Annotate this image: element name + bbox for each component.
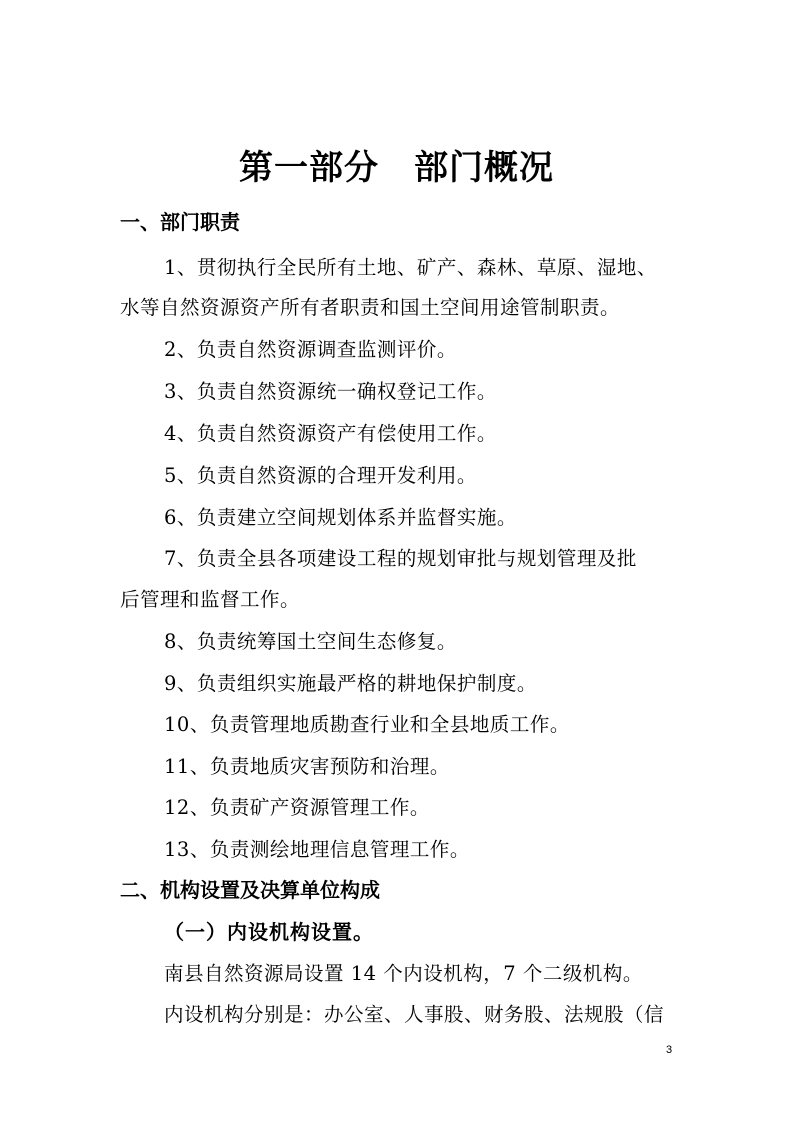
duty-item-5: 5、负责自然资源的合理开发利用。 bbox=[164, 464, 477, 487]
duty-item-12: 12、负责矿产资源管理工作。 bbox=[164, 796, 430, 819]
duty-item-6: 6、负责建立空间规划体系并监督实施。 bbox=[164, 506, 517, 529]
section-heading-duties: 一、部门职责 bbox=[120, 210, 240, 234]
duty-item-10: 10、负责管理地质勘查行业和全县地质工作。 bbox=[164, 713, 570, 736]
duty-item-1: 1、贯彻执行全民所有土地、矿产、森林、草原、湿地、 bbox=[164, 256, 657, 279]
subheading-internal-structure: （一）内设机构设置。 bbox=[164, 920, 374, 944]
page-title: 第一部分 部门概况 bbox=[239, 148, 554, 188]
duty-item-1-continued: 水等自然资源资产所有者职责和国土空间用途管制职责。 bbox=[120, 296, 621, 319]
page-number: 3 bbox=[666, 1044, 673, 1056]
duty-item-13: 13、负责测绘地理信息管理工作。 bbox=[164, 838, 470, 861]
body-line-2: 内设机构分别是：办公室、人事股、财务股、法规股（信 bbox=[164, 1003, 665, 1026]
section-heading-structure: 二、机构设置及决算单位构成 bbox=[120, 878, 380, 902]
duty-item-11: 11、负责地质灾害预防和治理。 bbox=[164, 755, 450, 778]
duty-item-9: 9、负责组织实施最严格的耕地保护制度。 bbox=[164, 672, 537, 695]
duty-item-4: 4、负责自然资源资产有偿使用工作。 bbox=[164, 422, 497, 445]
duty-item-7-continued: 后管理和监督工作。 bbox=[120, 588, 301, 611]
duty-item-3: 3、负责自然资源统一确权登记工作。 bbox=[164, 380, 497, 403]
body-line-1: 南县自然资源局设置 14 个内设机构，7 个二级机构。 bbox=[164, 962, 643, 985]
duty-item-2: 2、负责自然资源调查监测评价。 bbox=[164, 338, 457, 361]
duty-item-8: 8、负责统筹国土空间生态修复。 bbox=[164, 630, 457, 653]
duty-item-7: 7、负责全县各项建设工程的规划审批与规划管理及批 bbox=[164, 547, 637, 570]
